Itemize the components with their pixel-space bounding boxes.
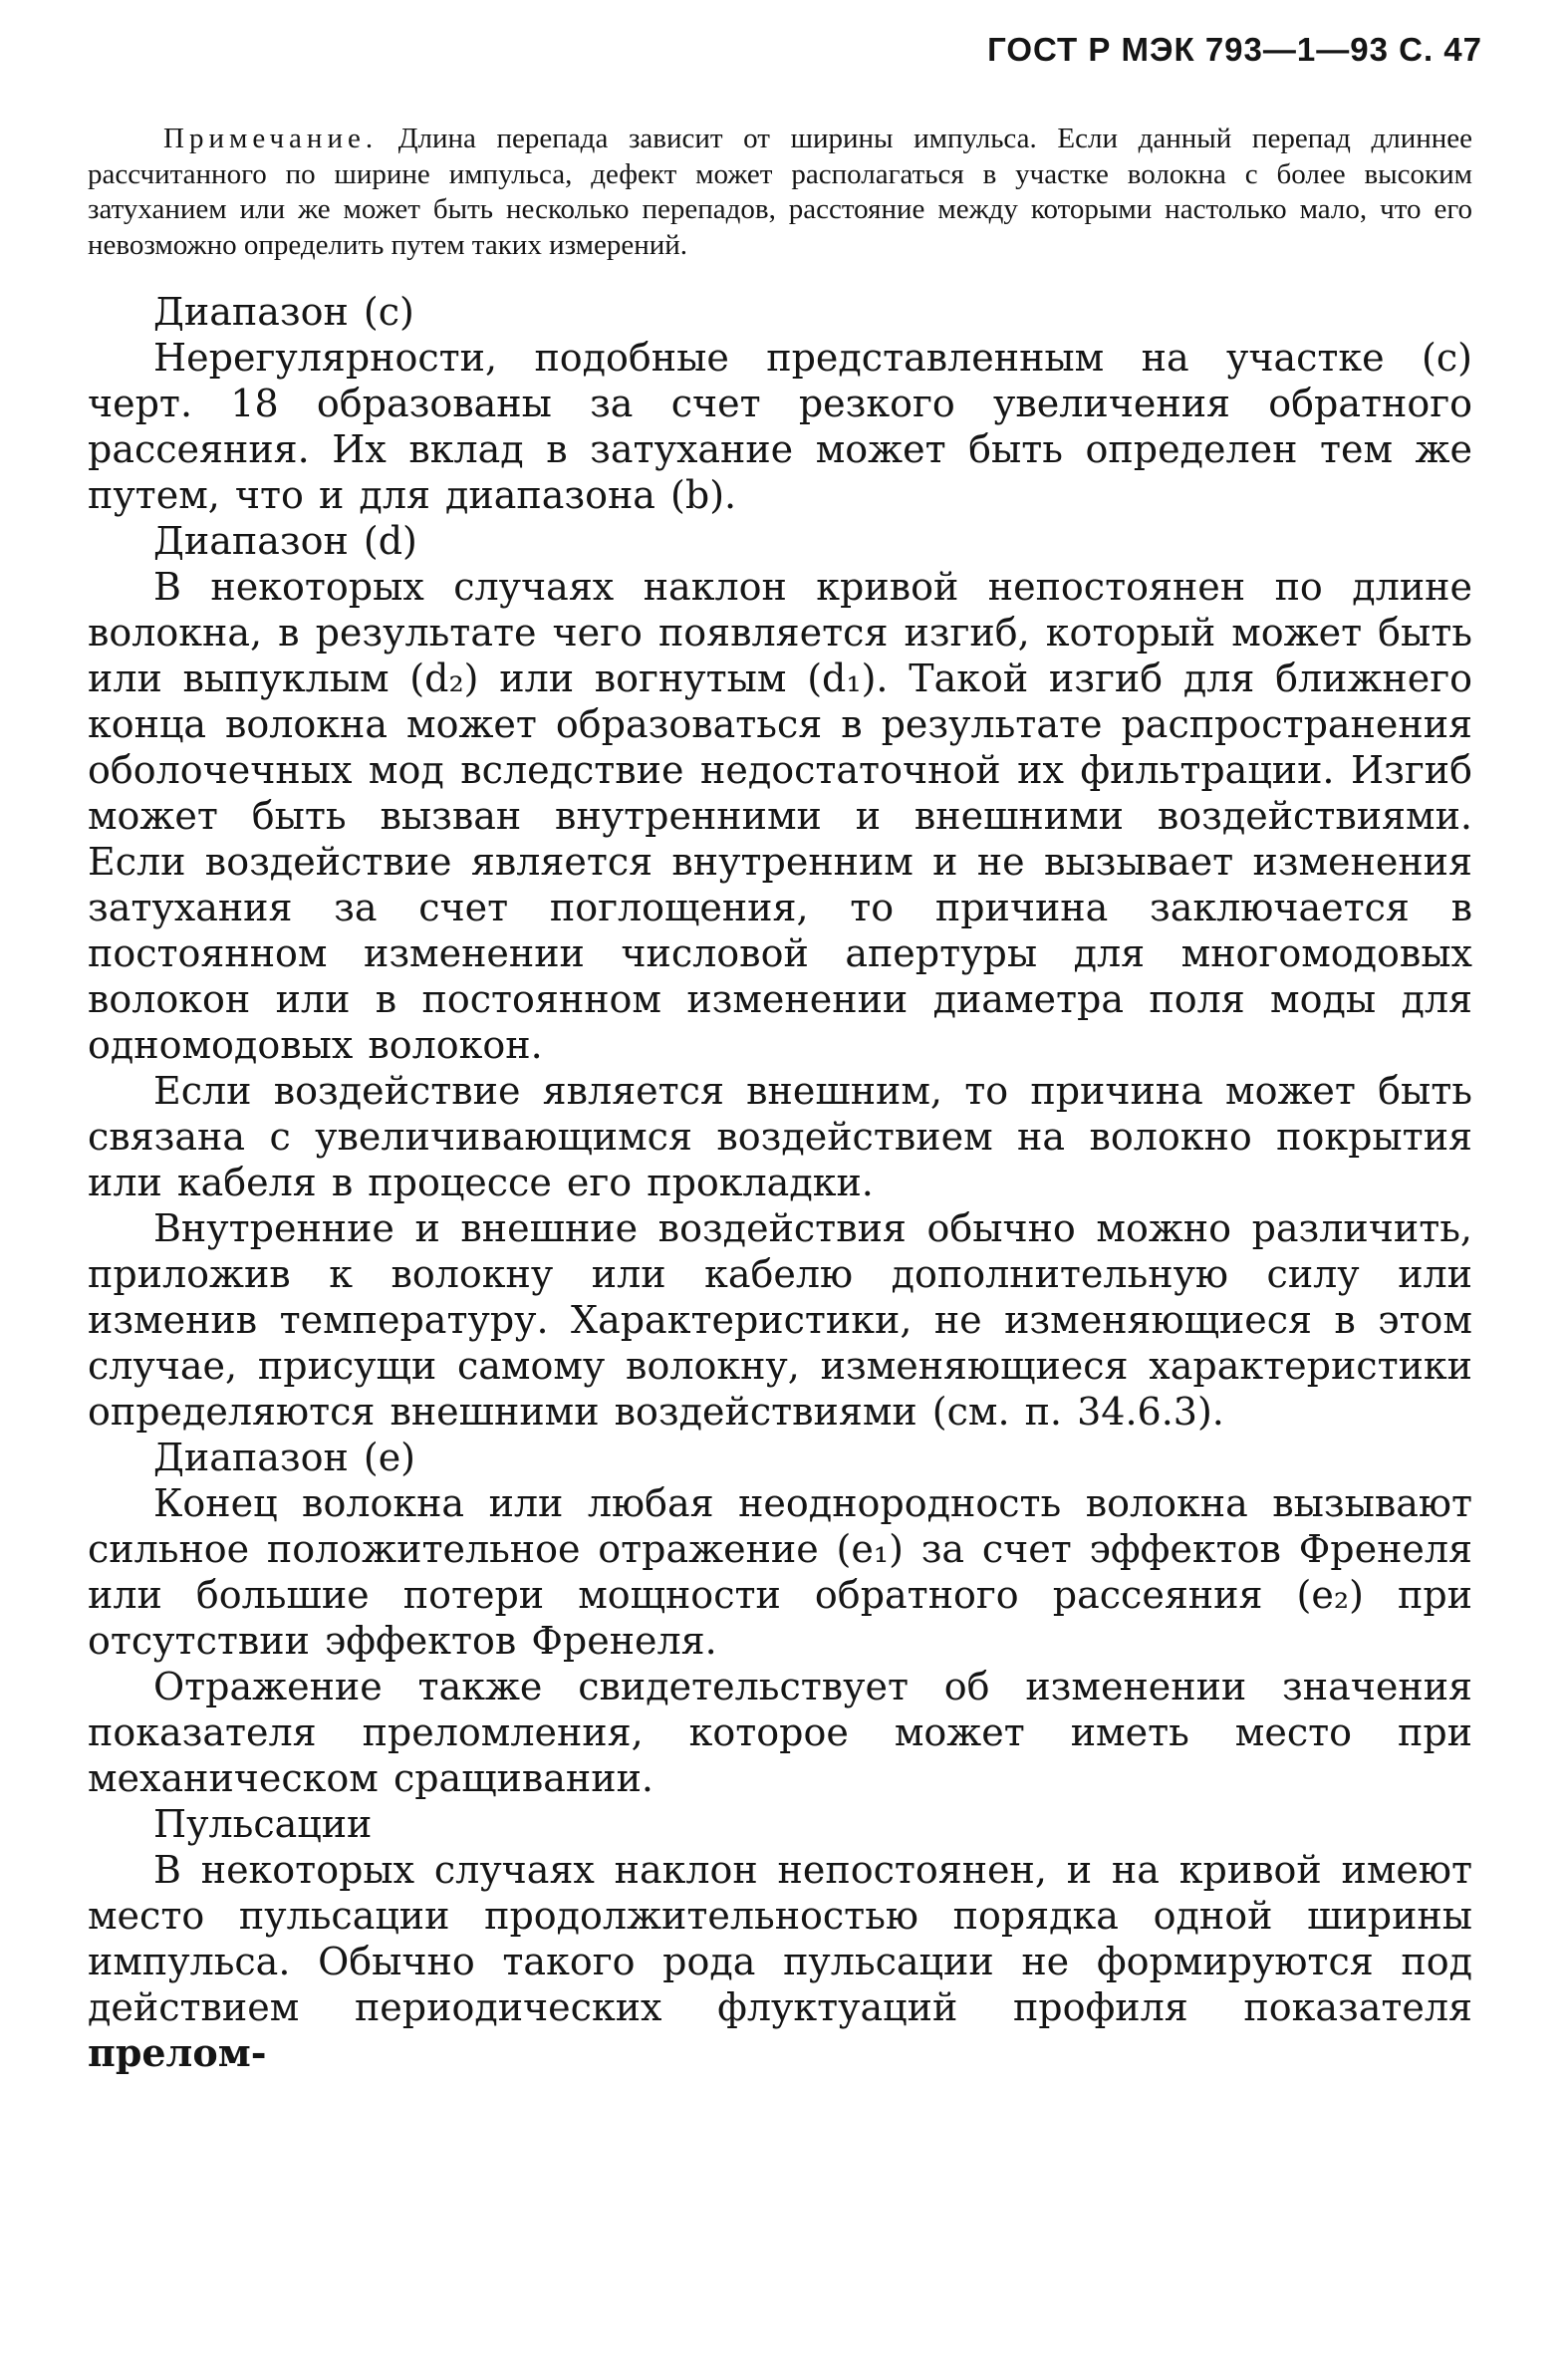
paragraph-c-1: Нерегулярности, подобные представленным на участке (c) черт. 18 образованы за счет резкого увеличения обратного рассеяния. Их вклад в затухание может быть определен тем же путем, что и для диапазона (b).: [88, 336, 1472, 517]
section-heading-e: Диапазон (e): [153, 1436, 416, 1479]
running-header: [88, 20, 1482, 80]
paragraph-e-1: Конец волокна или любая неоднородность волокна вызывают сильное положительное отражение (e₁) за счет эффектов Френеля или большие потери мощности обратного рассеяния (e₂) при отсутствии эффектов Френеля.: [88, 1481, 1472, 1663]
section-heading-d: Диапазон (d): [153, 519, 417, 563]
note-label: Примечание.: [163, 123, 379, 154]
note-block: [88, 122, 1472, 263]
running-title: ГОСТ Р МЭК 793—1—93 С. 47: [987, 31, 1482, 68]
paragraph-e-2: Отражение также свидетельствует об изменении значения показателя преломления, которое может иметь место при механическом сращивании.: [88, 1665, 1472, 1800]
section-heading-pulsations: Пульсации: [153, 1802, 373, 1846]
note-text: Длина перепада зависит от ширины импульса. Если данный перепад длиннее рассчитанного по ширине импульса, дефект может располагаться в участке волокна с более высоким затуханием или же может быть несколько перепадов, расстояние между которыми настолько мало, что его невозможно определить путем таких измерений.: [88, 123, 1473, 261]
body-text: [88, 289, 1472, 2076]
paragraph-d-1: В некоторых случаях наклон кривой непостоянен по длине волокна, в результате чего появляется изгиб, который может быть или выпуклым (d₂) или вогнутым (d₁). Такой изгиб для ближнего конца волокна может образоваться в результате распространения оболочечных мод вследствие недостаточной их фильтрации. Изгиб может быть вызван внутренними и внешними воздействиями. Если воздействие является внутренним и не вызывает изменения затухания за счет поглощения, то причина заключается в постоянном изменении числовой апертуры для многомодовых волокон или в постоянном изменении диаметра поля моды для одномодовых волокон.: [88, 565, 1472, 1067]
section-heading-c: Диапазон (c): [153, 290, 414, 334]
paragraph-pulsations: [88, 1847, 1472, 2076]
paragraph-pulsations-ending: прелом-: [88, 2030, 267, 2075]
paragraph-pulsations-text: В некоторых случаях наклон непостоянен, и на кривой имеют место пульсации продолжительностью порядка одной ширины импульса. Обычно такого рода пульсации не формируются под действием периодических флуктуаций профиля показателя: [88, 1848, 1472, 2029]
paragraph-d-3: Внутренние и внешние воздействия обычно можно различить, приложив к волокну или кабелю дополнительную силу или изменив температуру. Характеристики, не изменяющиеся в этом случае, присущи самому волокну, изменяющиеся характеристики определяются внешними воздействиями (см. п. 34.6.3).: [88, 1206, 1472, 1434]
paragraph-d-2: Если воздействие является внешним, то причина может быть связана с увеличивающимся воздействием на волокно покрытия или кабеля в процессе его прокладки.: [88, 1069, 1472, 1204]
